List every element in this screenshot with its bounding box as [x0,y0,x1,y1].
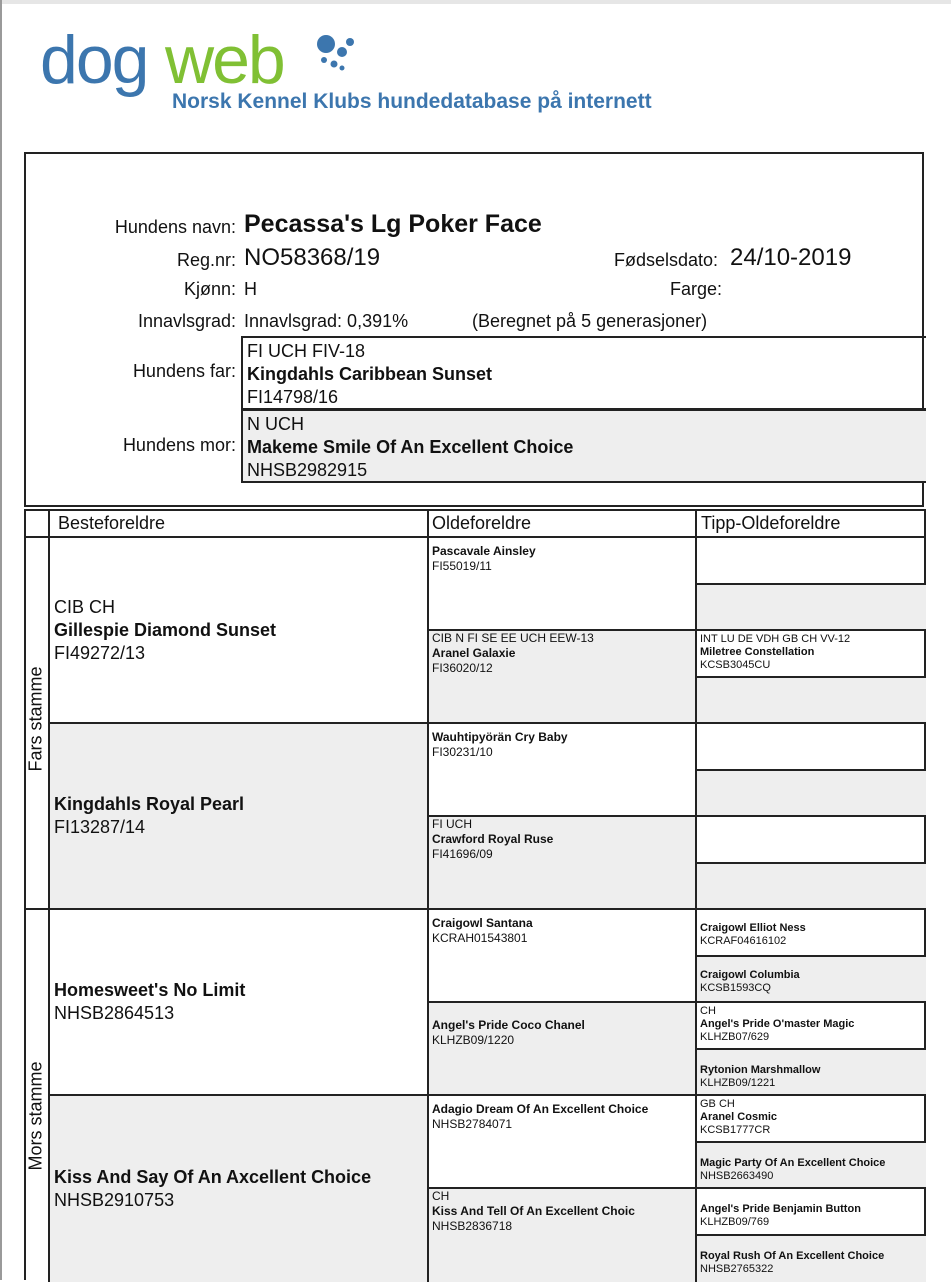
dog-birth: 24/10-2019 [730,244,851,272]
sex-label: Kjønn: [184,279,236,300]
sire-name: Kingdahls Caribbean Sunset [247,363,922,386]
logo-dots-icon [312,32,362,82]
grandparent-title: CIB CH [54,596,423,619]
grandparent-reg: NHSB2864513 [54,1002,423,1025]
dam-side-cell [26,910,50,1282]
ggg-cell-2 [697,585,926,632]
ggg-name: Rytonion Marshmallow [700,1064,923,1077]
grandparent-reg: FI13287/14 [54,816,423,839]
great-grandparent-title: FI UCH [432,817,692,832]
great-grandparent-name: Kiss And Tell Of An Excellent Choic [432,1204,692,1219]
ggg-cell-15 [697,1189,926,1236]
ggg-cell-10 [697,957,926,1004]
color-label: Farge: [670,279,722,300]
sire-label: Hundens far: [133,361,236,382]
ggg-cell-14 [697,1143,926,1190]
dam-name: Makeme Smile Of An Excellent Choice [247,436,922,459]
great-grandparent-reg: FI30231/10 [432,745,692,760]
great-grandparent-2 [429,631,697,724]
grandparent-reg: FI49272/13 [54,642,423,665]
grandparent-1 [50,538,429,724]
great-grandparent-7 [429,1096,697,1189]
ggg-cell-1 [697,538,926,585]
great-grandparent-name: Craigowl Santana [432,916,692,931]
ggg-cell-11 [697,1003,926,1050]
logo-web-text: web [165,22,284,98]
ggg-name: Aranel Cosmic [700,1111,923,1124]
dam-side-label: Mors stamme [26,1071,47,1171]
ggg-title: CH [700,1005,923,1018]
grandparent-reg: NHSB2910753 [54,1189,423,1212]
pedigree-corner [26,511,50,538]
sire-reg: FI14798/16 [247,386,922,409]
great-grandparent-reg: NHSB2836718 [432,1219,692,1234]
dam-box [241,409,926,483]
ggg-cell-9 [697,910,926,957]
great-grandparent-3 [429,724,697,817]
great-grandparent-reg: FI55019/11 [432,559,692,574]
ggg-reg: KLHZB09/1221 [700,1077,923,1090]
ggg-cell-13 [697,1096,926,1143]
dog-info-box [24,152,924,507]
inbreeding-value: Innavlsgrad: 0,391% [244,311,408,332]
great-grandparent-8 [429,1189,697,1282]
ggg-reg: KCRAF04616102 [700,935,923,948]
ggg-cell-16 [697,1236,926,1282]
great-grandparent-4 [429,817,697,910]
ggg-reg: KCSB3045CU [700,659,923,672]
great-grandparent-5 [429,910,697,1003]
dam-reg: NHSB2982915 [247,459,922,482]
grandparent-3 [50,910,429,1096]
header-great-grandparents: Oldeforeldre [429,511,697,538]
great-grandparent-reg: FI36020/12 [432,661,692,676]
ggg-title: GB CH [700,1098,923,1111]
great-grandparent-name: Aranel Galaxie [432,646,692,661]
header-grandparents: Besteforeldre [50,511,429,538]
dogweb-logo [40,22,740,122]
ggg-reg: NHSB2765322 [700,1263,923,1276]
great-grandparent-reg: KCRAH01543801 [432,931,692,946]
sire-side-cell [26,538,50,910]
ggg-reg: KCSB1593CQ [700,982,923,995]
sire-side-label: Fars stamme [26,672,47,772]
dam-title: N UCH [247,413,922,436]
dog-sex: H [244,279,257,300]
ggg-cell-6 [697,771,926,818]
great-grandparent-name: Angel's Pride Coco Chanel [432,1018,692,1033]
ggg-cell-4 [697,678,926,725]
great-grandparent-title: CH [432,1189,692,1204]
dam-label: Hundens mor: [123,435,236,456]
grandparent-name: Kingdahls Royal Pearl [54,793,423,816]
logo-subtitle: Norsk Kennel Klubs hundedatabase på internett [172,90,652,114]
ggg-reg: KLHZB09/769 [700,1216,923,1229]
pedigree-table [24,509,926,1280]
name-label: Hundens navn: [115,217,236,238]
birth-label: Fødselsdato: [614,250,718,271]
sire-box [241,336,926,410]
great-grandparent-1 [429,538,697,631]
page-edge [0,0,2,1280]
great-grandparent-reg: FI41696/09 [432,847,692,862]
ggg-name: Angel's Pride O'master Magic [700,1018,923,1031]
inbreeding-label: Innavlsgrad: [138,311,236,332]
dog-reg: NO58368/19 [244,244,380,272]
great-grandparent-title: CIB N FI SE EE UCH EEW-13 [432,631,692,646]
sire-title: FI UCH FIV-18 [247,340,922,363]
grandparent-name: Gillespie Diamond Sunset [54,619,423,642]
grandparent-name: Kiss And Say Of An Axcellent Choice [54,1166,423,1189]
ggg-cell-3 [697,631,926,678]
ggg-name: Miletree Constellation [700,646,923,659]
grandparent-4 [50,1096,429,1282]
great-grandparent-name: Adagio Dream Of An Excellent Choice [432,1102,692,1117]
grandparent-name: Homesweet's No Limit [54,979,423,1002]
top-bar [0,0,951,4]
great-grandparent-name: Wauhtipyörän Cry Baby [432,730,692,745]
great-grandparent-name: Pascavale Ainsley [432,544,692,559]
grandparent-2 [50,724,429,910]
reg-label: Reg.nr: [177,250,236,271]
ggg-reg: NHSB2663490 [700,1170,923,1183]
ggg-cell-7 [697,817,926,864]
inbreeding-note: (Beregnet på 5 generasjoner) [472,311,707,332]
ggg-name: Craigowl Elliot Ness [700,922,923,935]
dog-name: Pecassa's Lg Poker Face [244,210,542,239]
ggg-cell-12 [697,1050,926,1097]
great-grandparent-name: Crawford Royal Ruse [432,832,692,847]
great-grandparent-reg: KLHZB09/1220 [432,1033,692,1048]
ggg-name: Magic Party Of An Excellent Choice [700,1157,923,1170]
header-great-great-grandparents: Tipp-Oldeforeldre [697,511,926,538]
ggg-cell-8 [697,864,926,911]
great-grandparent-reg: NHSB2784071 [432,1117,692,1132]
ggg-cell-5 [697,724,926,771]
ggg-name: Angel's Pride Benjamin Button [700,1203,923,1216]
great-grandparent-6 [429,1003,697,1096]
ggg-reg: KLHZB07/629 [700,1031,923,1044]
ggg-name: Royal Rush Of An Excellent Choice [700,1250,923,1263]
ggg-name: Craigowl Columbia [700,969,923,982]
ggg-reg: KCSB1777CR [700,1124,923,1137]
ggg-title: INT LU DE VDH GB CH VV-12 [700,633,923,646]
logo-dog-text: dog [40,22,147,98]
